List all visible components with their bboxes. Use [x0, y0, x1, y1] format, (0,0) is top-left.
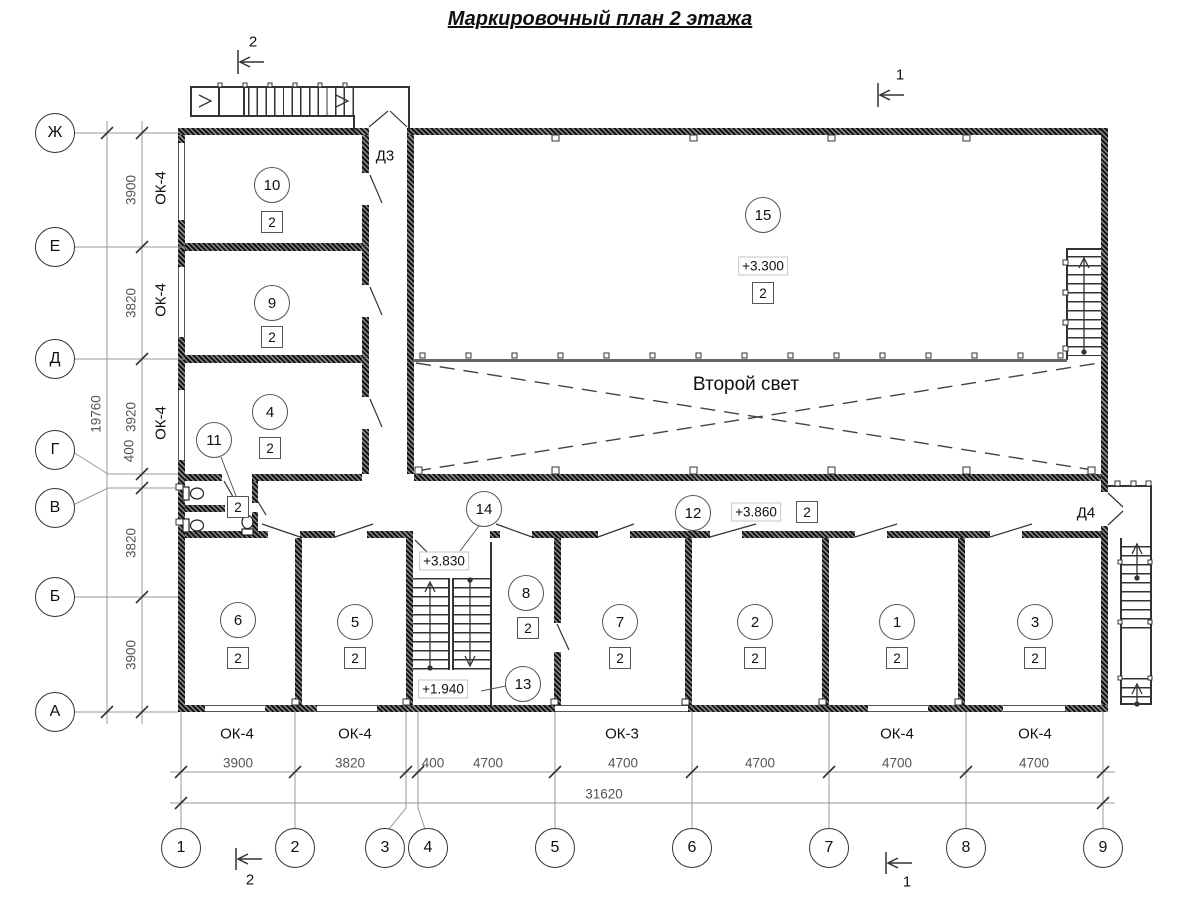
axis-row-v: В — [35, 488, 75, 528]
window-label-bottom-3: ОК-3 — [605, 725, 639, 743]
axis-col-5: 5 — [535, 828, 575, 868]
door-label-d4: Д4 — [1076, 504, 1096, 522]
dimension-lines — [73, 121, 1115, 829]
room-circle-1: 1 — [879, 604, 915, 640]
room-circle-5: 5 — [337, 604, 373, 640]
dim-left-total: 19760 — [88, 395, 104, 433]
type-square-8: 2 — [517, 617, 539, 639]
dim-bottom-total: 31620 — [585, 786, 623, 802]
dim-bottom-4: 4700 — [472, 755, 504, 771]
elevation-hall: +3.300 — [738, 257, 788, 276]
railing-posts — [420, 353, 1063, 358]
type-square-3: 2 — [1024, 647, 1046, 669]
section-label-top-left: 2 — [248, 33, 258, 51]
dim-bottom-1: 3900 — [222, 755, 254, 771]
column-post-marks — [176, 83, 1152, 705]
room-circle-11: 11 — [196, 422, 232, 458]
section-marker-arrows — [236, 50, 912, 874]
section-label-bottom-left: 2 — [245, 871, 255, 889]
dim-left-3: 3920 — [123, 401, 139, 433]
elevation-stair-upper: +3.830 — [419, 552, 469, 571]
window-label-left-3: ОК-4 — [152, 406, 170, 440]
axis-col-6: 6 — [672, 828, 712, 868]
axis-col-9: 9 — [1083, 828, 1123, 868]
dim-bottom-2: 3820 — [334, 755, 366, 771]
axis-col-3: 3 — [365, 828, 405, 868]
window-label-left-1: ОК-4 — [152, 171, 170, 205]
axis-col-7: 7 — [809, 828, 849, 868]
room-circle-2: 2 — [737, 604, 773, 640]
room-circle-13: 13 — [505, 666, 541, 702]
axis-col-2: 2 — [275, 828, 315, 868]
type-square-5: 2 — [344, 647, 366, 669]
axis-row-a: А — [35, 692, 75, 732]
section-label-top-right: 1 — [895, 66, 905, 84]
room-circle-15: 15 — [745, 197, 781, 233]
room-circle-7: 7 — [602, 604, 638, 640]
room-circle-12: 12 — [675, 495, 711, 531]
room-circle-9: 9 — [254, 285, 290, 321]
dim-bottom-5: 4700 — [607, 755, 639, 771]
dim-left-2: 3820 — [123, 287, 139, 319]
type-square-1: 2 — [886, 647, 908, 669]
room-circle-4: 4 — [252, 394, 288, 430]
dim-bottom-7: 4700 — [881, 755, 913, 771]
room-circle-8: 8 — [508, 575, 544, 611]
axis-row-d: Д — [35, 339, 75, 379]
window-label-bottom-1: ОК-4 — [220, 725, 254, 743]
elevation-stair-lower: +1.940 — [418, 680, 468, 699]
window-label-bottom-4: ОК-4 — [880, 725, 914, 743]
type-square-4: 2 — [259, 437, 281, 459]
second-light-label: Второй свет — [689, 374, 803, 396]
window-label-left-2: ОК-4 — [152, 283, 170, 317]
type-square-7: 2 — [609, 647, 631, 669]
axis-row-e: Е — [35, 227, 75, 267]
axis-row-b: Б — [35, 577, 75, 617]
window-label-bottom-2: ОК-4 — [338, 725, 372, 743]
elevation-corridor: +3.860 — [731, 503, 781, 522]
dim-bottom-8: 4700 — [1018, 755, 1050, 771]
section-label-bottom-right: 1 — [902, 873, 912, 891]
room-circle-3: 3 — [1017, 604, 1053, 640]
axis-row-g: Г — [35, 430, 75, 470]
dimension-ticks — [101, 127, 1109, 809]
dim-left-6: 3900 — [123, 639, 139, 671]
type-square-15: 2 — [752, 282, 774, 304]
room-circle-10: 10 — [254, 167, 290, 203]
type-square-10: 2 — [261, 211, 283, 233]
room-circle-14: 14 — [466, 491, 502, 527]
axis-col-4: 4 — [408, 828, 448, 868]
page-title: Маркировочный план 2 этажа — [447, 8, 753, 30]
door-label-d3: Д3 — [375, 147, 395, 165]
axis-col-1: 1 — [161, 828, 201, 868]
axis-row-zh: Ж — [35, 113, 75, 153]
type-square-12: 2 — [796, 501, 818, 523]
dim-left-5: 3820 — [123, 527, 139, 559]
type-square-9: 2 — [261, 326, 283, 348]
dim-bottom-6: 4700 — [744, 755, 776, 771]
dim-bottom-3: 400 — [421, 755, 445, 771]
dim-left-4: 400 — [121, 439, 137, 463]
type-square-11: 2 — [227, 496, 249, 518]
type-square-2: 2 — [744, 647, 766, 669]
axis-col-8: 8 — [946, 828, 986, 868]
dim-left-1: 3900 — [123, 174, 139, 206]
window-label-bottom-5: ОК-4 — [1018, 725, 1052, 743]
type-square-6: 2 — [227, 647, 249, 669]
room-circle-6: 6 — [220, 602, 256, 638]
